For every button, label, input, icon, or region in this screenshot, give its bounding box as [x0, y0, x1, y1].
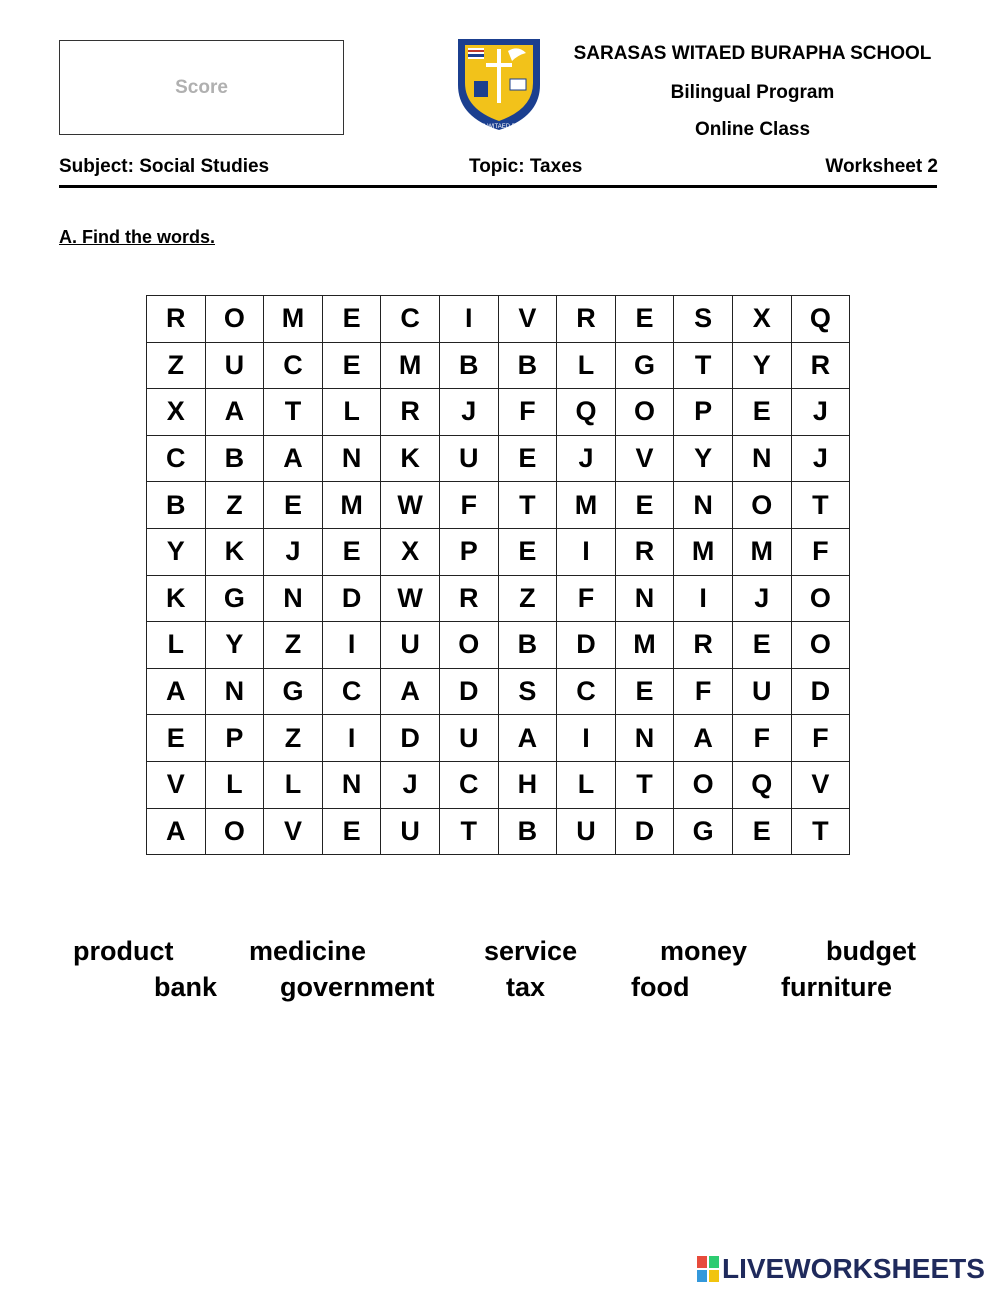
- liveworksheets-logo[interactable]: [697, 1254, 985, 1284]
- grid-cell[interactable]: J: [439, 389, 498, 436]
- section-heading: A. Find the words.: [59, 227, 215, 247]
- grid-cell[interactable]: E: [322, 342, 381, 389]
- grid-cell[interactable]: J: [791, 389, 850, 436]
- grid-cell[interactable]: J: [791, 435, 850, 482]
- grid-cell[interactable]: E: [498, 528, 557, 575]
- grid-cell[interactable]: E: [322, 808, 381, 855]
- grid-cell[interactable]: R: [615, 528, 674, 575]
- grid-cell[interactable]: I: [557, 528, 616, 575]
- grid-cell[interactable]: O: [205, 296, 264, 343]
- subject-label: Subject: Social Studies: [59, 156, 270, 177]
- grid-cell[interactable]: E: [147, 715, 206, 762]
- grid-cell[interactable]: L: [557, 761, 616, 808]
- brand-text: LIVEWORKSHEETS: [722, 1253, 985, 1284]
- grid-cell[interactable]: D: [615, 808, 674, 855]
- grid-cell[interactable]: T: [498, 482, 557, 529]
- grid-cell[interactable]: M: [732, 528, 791, 575]
- grid-cell[interactable]: S: [674, 296, 733, 343]
- grid-cell[interactable]: Z: [205, 482, 264, 529]
- grid-cell[interactable]: L: [264, 761, 323, 808]
- grid-row: [147, 342, 850, 389]
- grid-cell[interactable]: M: [557, 482, 616, 529]
- grid-cell[interactable]: Y: [674, 435, 733, 482]
- grid-row: [147, 389, 850, 436]
- score-box[interactable]: [59, 40, 344, 135]
- grid-cell[interactable]: I: [322, 622, 381, 669]
- grid-cell[interactable]: U: [381, 808, 440, 855]
- grid-cell[interactable]: M: [322, 482, 381, 529]
- grid-cell[interactable]: C: [147, 435, 206, 482]
- word-bank-item: product: [73, 936, 174, 966]
- word-bank-item: service: [484, 936, 578, 966]
- grid-cell[interactable]: R: [439, 575, 498, 622]
- grid-cell[interactable]: M: [615, 622, 674, 669]
- grid-cell[interactable]: F: [791, 528, 850, 575]
- grid-cell[interactable]: N: [732, 435, 791, 482]
- program-name: Bilingual Program: [670, 82, 835, 103]
- grid-cell[interactable]: T: [791, 482, 850, 529]
- grid-cell[interactable]: B: [498, 622, 557, 669]
- grid-cell[interactable]: Q: [732, 761, 791, 808]
- grid-row: [147, 296, 850, 343]
- grid-cell[interactable]: A: [147, 808, 206, 855]
- grid-cell[interactable]: G: [205, 575, 264, 622]
- grid-cell[interactable]: U: [439, 715, 498, 762]
- word-bank-item: furniture: [781, 972, 892, 1002]
- grid-cell[interactable]: V: [791, 761, 850, 808]
- grid-cell[interactable]: V: [615, 435, 674, 482]
- grid-cell[interactable]: F: [439, 482, 498, 529]
- word-search-grid[interactable]: [146, 295, 850, 855]
- worksheet-label: Worksheet 2: [825, 156, 938, 177]
- grid-cell[interactable]: B: [147, 482, 206, 529]
- grid-cell[interactable]: F: [674, 668, 733, 715]
- grid-cell[interactable]: F: [557, 575, 616, 622]
- grid-row: [147, 808, 850, 855]
- grid-cell[interactable]: R: [557, 296, 616, 343]
- grid-row: [147, 668, 850, 715]
- grid-cell[interactable]: L: [205, 761, 264, 808]
- grid-cell[interactable]: P: [674, 389, 733, 436]
- grid-cell[interactable]: O: [791, 622, 850, 669]
- grid-cell[interactable]: I: [322, 715, 381, 762]
- grid-cell[interactable]: L: [322, 389, 381, 436]
- grid-cell[interactable]: T: [615, 761, 674, 808]
- grid-cell[interactable]: A: [147, 668, 206, 715]
- grid-cell[interactable]: Y: [205, 622, 264, 669]
- grid-cell[interactable]: U: [381, 622, 440, 669]
- grid-cell[interactable]: G: [615, 342, 674, 389]
- grid-row: [147, 622, 850, 669]
- grid-cell[interactable]: I: [557, 715, 616, 762]
- grid-cell[interactable]: R: [791, 342, 850, 389]
- grid-row: [147, 482, 850, 529]
- grid-row: [147, 528, 850, 575]
- grid-cell[interactable]: N: [615, 575, 674, 622]
- grid-cell[interactable]: K: [205, 528, 264, 575]
- word-bank-item: bank: [154, 972, 218, 1002]
- grid-cell[interactable]: N: [674, 482, 733, 529]
- grid-cell[interactable]: U: [557, 808, 616, 855]
- score-label: Score: [175, 77, 228, 98]
- grid-cell[interactable]: E: [732, 622, 791, 669]
- grid-cell[interactable]: E: [322, 296, 381, 343]
- school-name: SARASAS WITAED BURAPHA SCHOOL: [573, 43, 932, 64]
- grid-cell[interactable]: J: [264, 528, 323, 575]
- grid-cell[interactable]: C: [322, 668, 381, 715]
- grid-cell[interactable]: N: [264, 575, 323, 622]
- grid-row: [147, 575, 850, 622]
- grid-cell[interactable]: M: [264, 296, 323, 343]
- grid-cell[interactable]: Y: [147, 528, 206, 575]
- grid-cell[interactable]: H: [498, 761, 557, 808]
- topic-label: Topic: Taxes: [469, 156, 583, 177]
- word-bank-item: tax: [506, 972, 546, 1002]
- grid-cell[interactable]: I: [674, 575, 733, 622]
- grid-cell[interactable]: R: [674, 622, 733, 669]
- word-bank-item: money: [660, 936, 748, 966]
- grid-cell[interactable]: E: [264, 482, 323, 529]
- grid-cell[interactable]: O: [674, 761, 733, 808]
- grid-cell[interactable]: E: [615, 482, 674, 529]
- grid-cell[interactable]: I: [439, 296, 498, 343]
- grid-cell[interactable]: U: [439, 435, 498, 482]
- grid-cell[interactable]: E: [498, 435, 557, 482]
- grid-cell[interactable]: M: [674, 528, 733, 575]
- grid-cell[interactable]: D: [439, 668, 498, 715]
- grid-cell[interactable]: Z: [264, 715, 323, 762]
- grid-cell[interactable]: U: [205, 342, 264, 389]
- grid-cell[interactable]: A: [264, 435, 323, 482]
- grid-cell[interactable]: W: [381, 482, 440, 529]
- grid-cell[interactable]: D: [322, 575, 381, 622]
- liveworksheets-logo-icon: [697, 1256, 719, 1282]
- grid-cell[interactable]: E: [322, 528, 381, 575]
- grid-cell[interactable]: M: [381, 342, 440, 389]
- grid-cell[interactable]: F: [791, 715, 850, 762]
- word-bank-item: food: [631, 972, 690, 1002]
- grid-cell[interactable]: R: [381, 389, 440, 436]
- grid-cell[interactable]: B: [498, 808, 557, 855]
- header-divider: [59, 185, 937, 188]
- grid-cell[interactable]: O: [615, 389, 674, 436]
- grid-cell[interactable]: C: [439, 761, 498, 808]
- grid-cell[interactable]: E: [732, 389, 791, 436]
- grid-cell[interactable]: P: [205, 715, 264, 762]
- grid-cell[interactable]: B: [498, 342, 557, 389]
- grid-cell[interactable]: E: [732, 808, 791, 855]
- grid-cell[interactable]: E: [615, 296, 674, 343]
- grid-cell[interactable]: V: [498, 296, 557, 343]
- grid-cell[interactable]: D: [557, 622, 616, 669]
- grid-cell[interactable]: A: [381, 668, 440, 715]
- grid-cell[interactable]: J: [732, 575, 791, 622]
- grid-cell[interactable]: E: [615, 668, 674, 715]
- grid-cell[interactable]: D: [381, 715, 440, 762]
- grid-row: [147, 715, 850, 762]
- grid-cell[interactable]: Z: [498, 575, 557, 622]
- grid-cell[interactable]: V: [147, 761, 206, 808]
- grid-cell[interactable]: C: [557, 668, 616, 715]
- word-bank-item: budget: [826, 936, 916, 966]
- grid-cell[interactable]: O: [439, 622, 498, 669]
- grid-cell[interactable]: W: [381, 575, 440, 622]
- grid-cell[interactable]: G: [264, 668, 323, 715]
- grid-cell[interactable]: R: [147, 296, 206, 343]
- grid-cell[interactable]: N: [322, 761, 381, 808]
- grid-cell[interactable]: J: [557, 435, 616, 482]
- grid-cell[interactable]: T: [674, 342, 733, 389]
- grid-cell[interactable]: V: [264, 808, 323, 855]
- school-crest-icon: [452, 33, 546, 133]
- grid-cell[interactable]: T: [439, 808, 498, 855]
- word-bank-item: medicine: [249, 936, 367, 966]
- grid-cell[interactable]: Q: [557, 389, 616, 436]
- crest-text: SARASAS WITAED BURAPHA: [457, 124, 541, 130]
- grid-cell[interactable]: G: [674, 808, 733, 855]
- grid-cell[interactable]: O: [205, 808, 264, 855]
- grid-cell[interactable]: X: [147, 389, 206, 436]
- grid-cell[interactable]: Y: [732, 342, 791, 389]
- grid-cell[interactable]: T: [791, 808, 850, 855]
- grid-cell[interactable]: T: [264, 389, 323, 436]
- grid-cell[interactable]: U: [732, 668, 791, 715]
- grid-cell[interactable]: N: [322, 435, 381, 482]
- grid-cell[interactable]: N: [615, 715, 674, 762]
- grid-cell[interactable]: O: [791, 575, 850, 622]
- grid-cell[interactable]: L: [147, 622, 206, 669]
- word-bank-item: government: [280, 972, 435, 1002]
- grid-cell[interactable]: C: [264, 342, 323, 389]
- grid-cell[interactable]: J: [381, 761, 440, 808]
- grid-cell[interactable]: N: [205, 668, 264, 715]
- grid-cell[interactable]: L: [557, 342, 616, 389]
- grid-cell[interactable]: X: [732, 296, 791, 343]
- grid-cell[interactable]: Z: [264, 622, 323, 669]
- grid-cell[interactable]: X: [381, 528, 440, 575]
- grid-cell[interactable]: C: [381, 296, 440, 343]
- grid-cell[interactable]: Q: [791, 296, 850, 343]
- grid-cell[interactable]: F: [732, 715, 791, 762]
- grid-cell[interactable]: P: [439, 528, 498, 575]
- grid-row: [147, 435, 850, 482]
- grid-cell[interactable]: S: [498, 668, 557, 715]
- grid-cell[interactable]: O: [732, 482, 791, 529]
- grid-cell[interactable]: A: [205, 389, 264, 436]
- grid-row: [147, 761, 850, 808]
- grid-cell[interactable]: Z: [147, 342, 206, 389]
- grid-cell[interactable]: B: [439, 342, 498, 389]
- grid-cell[interactable]: B: [205, 435, 264, 482]
- grid-cell[interactable]: A: [674, 715, 733, 762]
- grid-cell[interactable]: F: [498, 389, 557, 436]
- grid-cell[interactable]: K: [147, 575, 206, 622]
- grid-cell[interactable]: A: [498, 715, 557, 762]
- class-type: Online Class: [694, 119, 811, 140]
- grid-cell[interactable]: D: [791, 668, 850, 715]
- grid-cell[interactable]: K: [381, 435, 440, 482]
